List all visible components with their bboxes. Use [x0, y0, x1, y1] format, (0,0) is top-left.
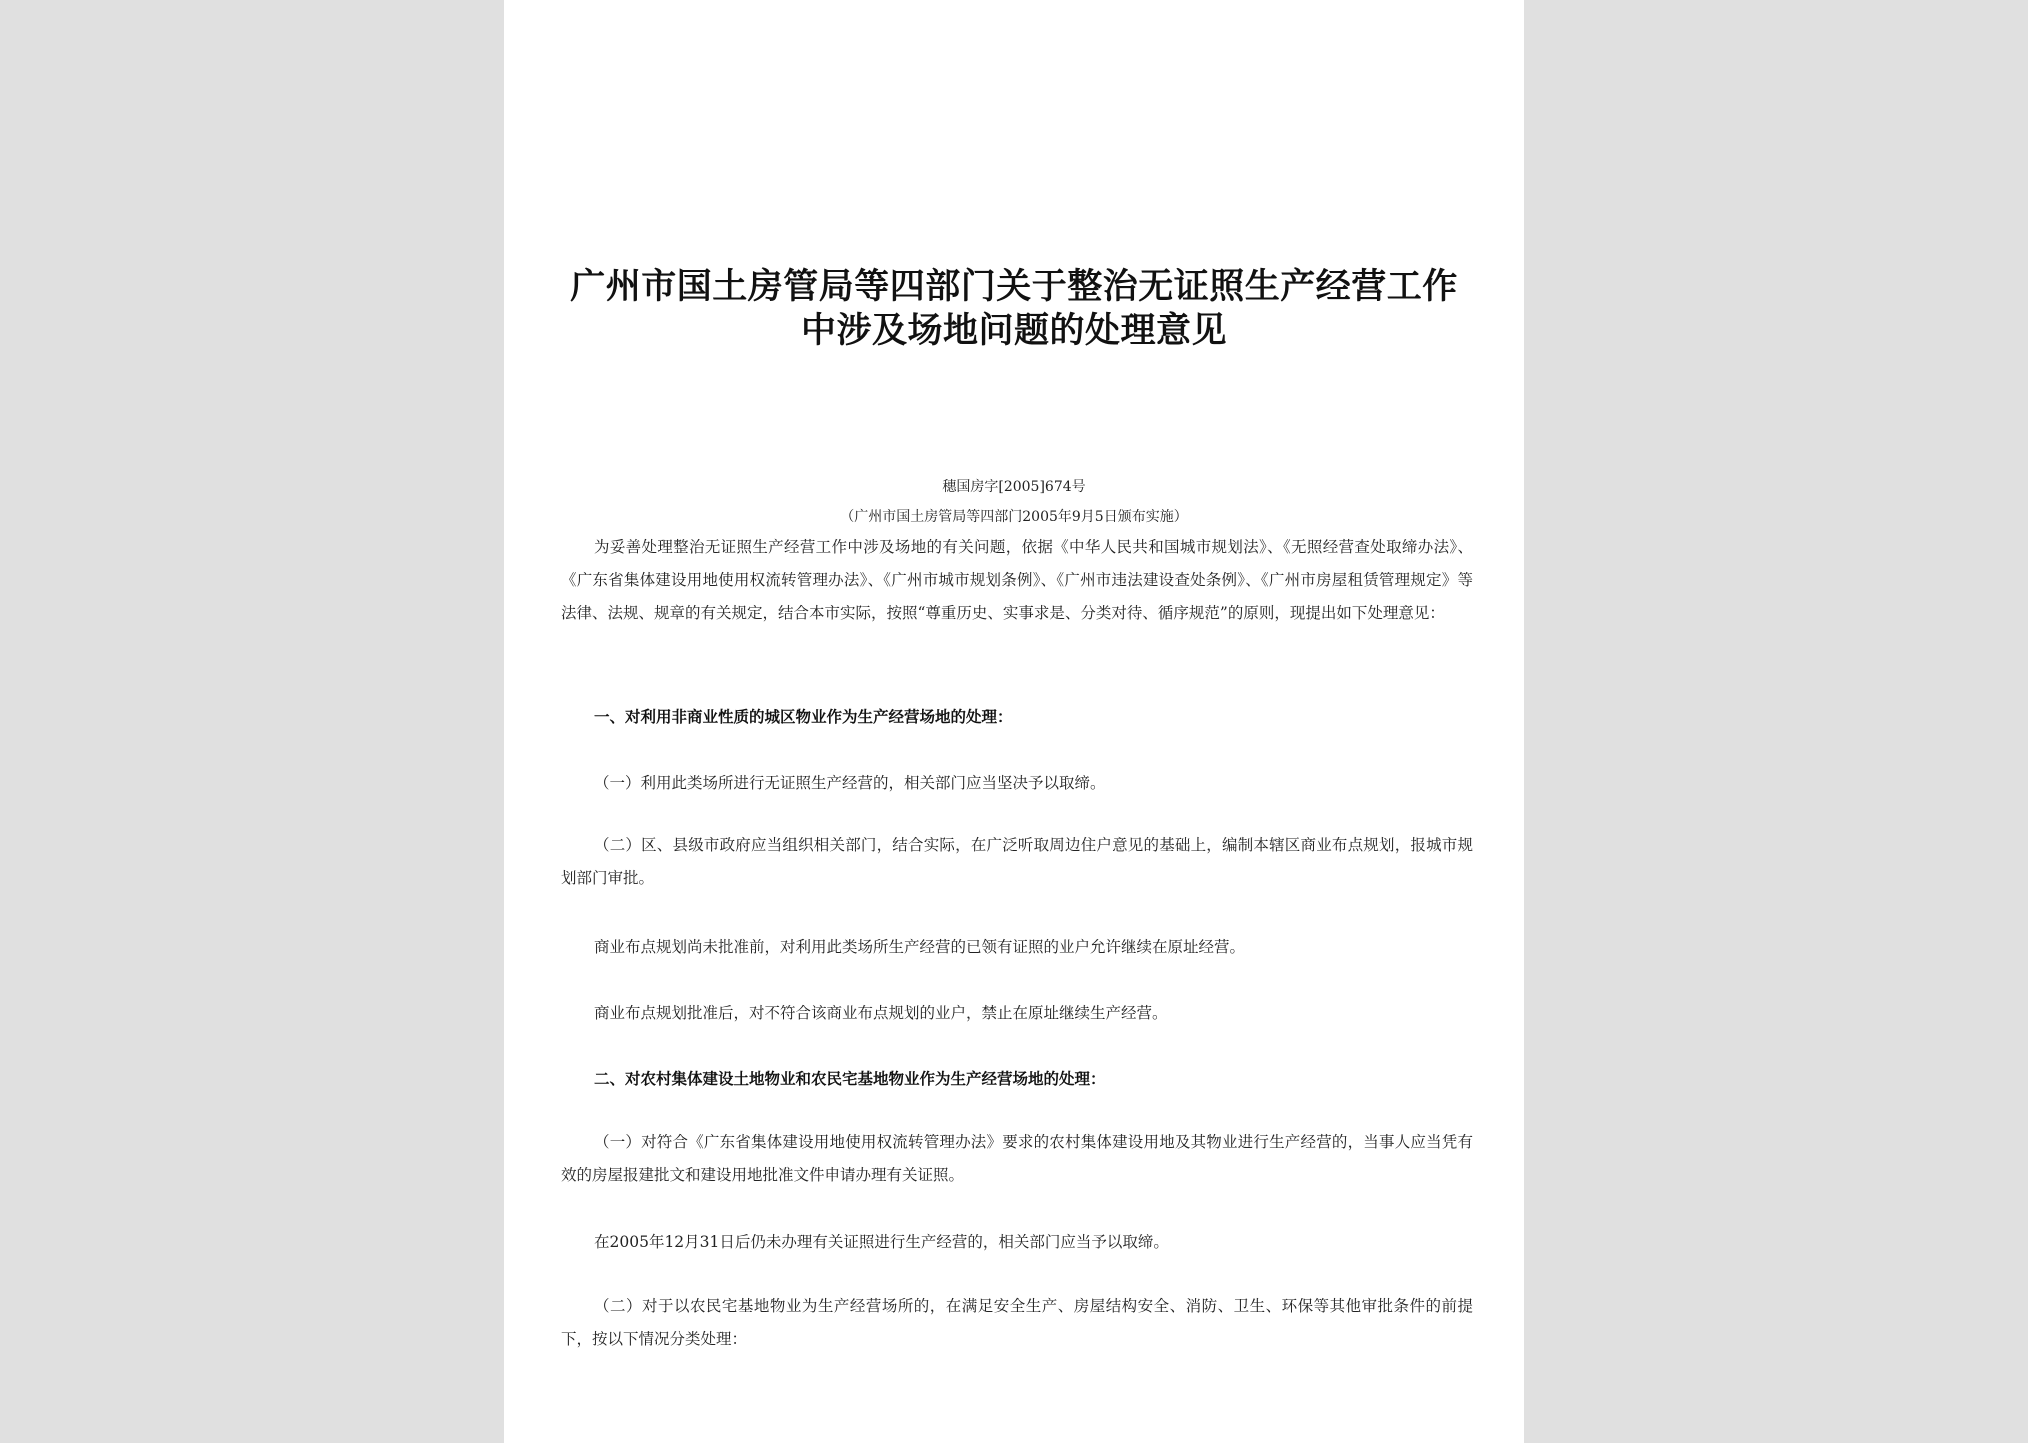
- document-number: 穗国房字[2005]674号: [942, 479, 1086, 495]
- intro-paragraph: 为妥善处理整治无证照生产经营工作中涉及场地的有关问题，依据《中华人民共和国城市规划法》、《无照经营查处取缔办法》、《广东省集体建设用地使用权流转管理办法》、《广州市城市规划条例》、《广州市违法建设查处条例》、《广州市房屋租赁管理规定》等法律、法规、规章的有关规定，结合本市实际，按照“尊重历史、实事求是、分类对待、循序规范”的原则，现提出如下处理意见：: [561, 538, 1473, 622]
- document-page: [504, 0, 1524, 1443]
- section-2-heading: 二、对农村集体建设土地物业和农民宅基地物业作为生产经营场地的处理：: [594, 1069, 1106, 1088]
- issue-note: （广州市国土房管局等四部门2005年9月5日颁布实施）: [840, 509, 1188, 525]
- section-1-heading: 一、对利用非商业性质的城区物业作为生产经营场地的处理：: [594, 707, 1013, 726]
- document-title: 广州市国土房管局等四部门关于整治无证照生产经营工作中涉及场地问题的处理意见: [570, 266, 1458, 351]
- section-2-item-1: （一）对符合《广东省集体建设用地使用权流转管理办法》要求的农村集体建设用地及其物业进行生产经营的，当事人应当凭有效的房屋报建批文和建设用地批准文件申请办理有关证照。: [561, 1133, 1473, 1184]
- section-2-item-2: （二）对于以农民宅基地物业为生产经营场所的，在满足安全生产、房屋结构安全、消防、卫生、环保等其他审批条件的前提下，按以下情况分类处理：: [561, 1297, 1473, 1348]
- section-1-item-2-para-3: 商业布点规划批准后，对不符合该商业布点规划的业户，禁止在原址继续生产经营。: [594, 1004, 1168, 1022]
- section-1-item-2-para-2: 商业布点规划尚未批准前，对利用此类场所生产经营的已领有证照的业户允许继续在原址经营。: [594, 938, 1246, 956]
- section-2-item-1-para-2: 在2005年12月31日后仍未办理有关证照进行生产经营的，相关部门应当予以取缔。: [594, 1233, 1169, 1251]
- section-1-item-2: （二）区、县级市政府应当组织相关部门，结合实际，在广泛听取周边住户意见的基础上，编制本辖区商业布点规划，报城市规划部门审批。: [561, 836, 1473, 887]
- section-1-item-1: （一）利用此类场所进行无证照生产经营的，相关部门应当坚决予以取缔。: [594, 774, 1106, 792]
